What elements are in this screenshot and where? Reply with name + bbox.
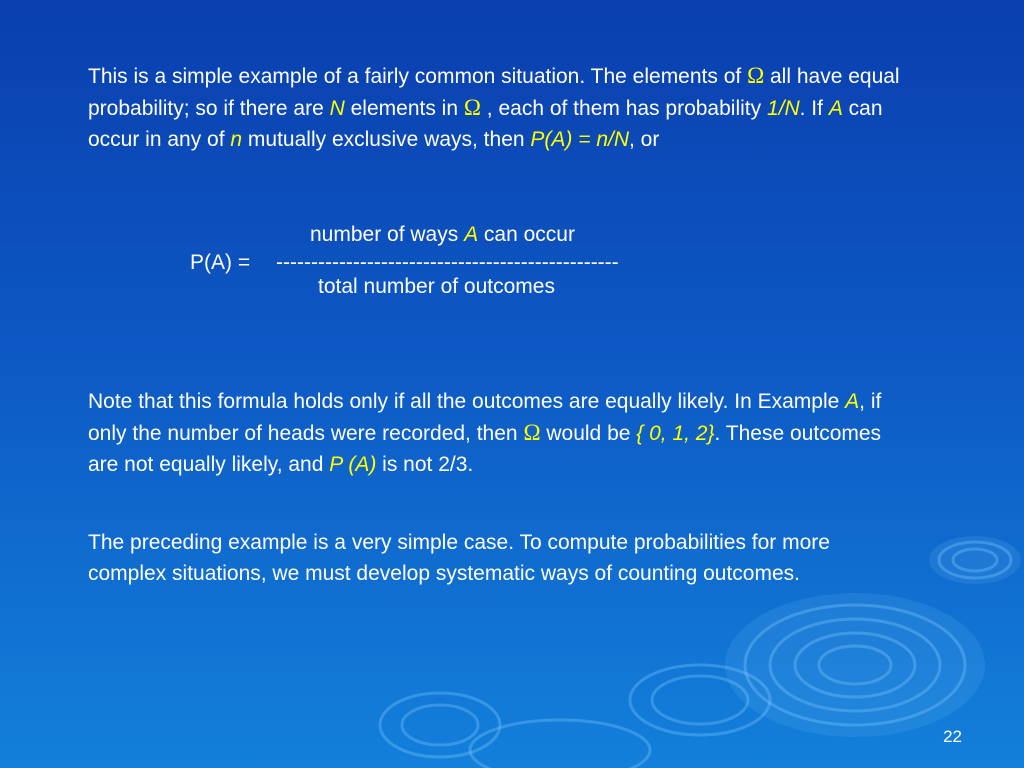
note-text-4: . These outcomes are not equally likely, and	[88, 422, 882, 476]
intro-text-2: all have equal probability; so if there are	[88, 65, 900, 120]
example-A: A	[845, 390, 860, 413]
omega-symbol: Ω	[747, 63, 765, 88]
pa-expression: P (A)	[329, 453, 377, 476]
outcome-set: { 0, 1, 2}	[636, 422, 715, 445]
note-text-3: would be	[540, 422, 637, 445]
intro-text-7: mutually exclusive ways, then	[242, 128, 531, 151]
intro-text-3: elements in	[344, 97, 464, 120]
conclusion-paragraph: The preceding example is a very simple case. To compute probabilities for more complex situations, we must develop systematic ways of counting outcomes.	[88, 531, 830, 585]
intro-text-5: . If	[799, 97, 829, 120]
pa-equation: P(A) = n/N	[530, 128, 630, 151]
var-A: A	[828, 97, 843, 120]
var-N: N	[329, 97, 345, 120]
numerator-suffix: can occur	[478, 223, 575, 246]
note-text-2: , if only the number of heads were recorded, then	[88, 390, 882, 445]
formula-numerator	[310, 222, 575, 248]
formula-lhs: P(A) =	[190, 251, 251, 274]
intro-text-8: , or	[629, 128, 660, 151]
probability-1-over-N: 1/N	[766, 97, 800, 120]
intro-text-6: can occur in any of	[88, 97, 883, 151]
formula-denominator: total number of outcomes	[318, 275, 555, 298]
fraction-rule: -------------------------------------------------	[276, 251, 619, 274]
var-n: n	[230, 128, 243, 151]
intro-text-4: , each of them has probability	[480, 97, 767, 120]
numerator-text: number of ways	[310, 223, 465, 246]
note-paragraph	[88, 386, 900, 480]
note-text-1: Note that this formula holds only if all the outcomes are equally likely. In Example	[88, 390, 846, 413]
omega-symbol: Ω	[523, 420, 541, 445]
intro-paragraph	[88, 60, 900, 155]
intro-text-1: This is a simple example of a fairly common situation. The elements of	[88, 65, 748, 88]
note-text-5: is not 2/3.	[376, 453, 474, 476]
numerator-var-A: A	[464, 223, 479, 246]
omega-symbol: Ω	[463, 95, 481, 120]
slide-number: 22	[943, 727, 962, 746]
